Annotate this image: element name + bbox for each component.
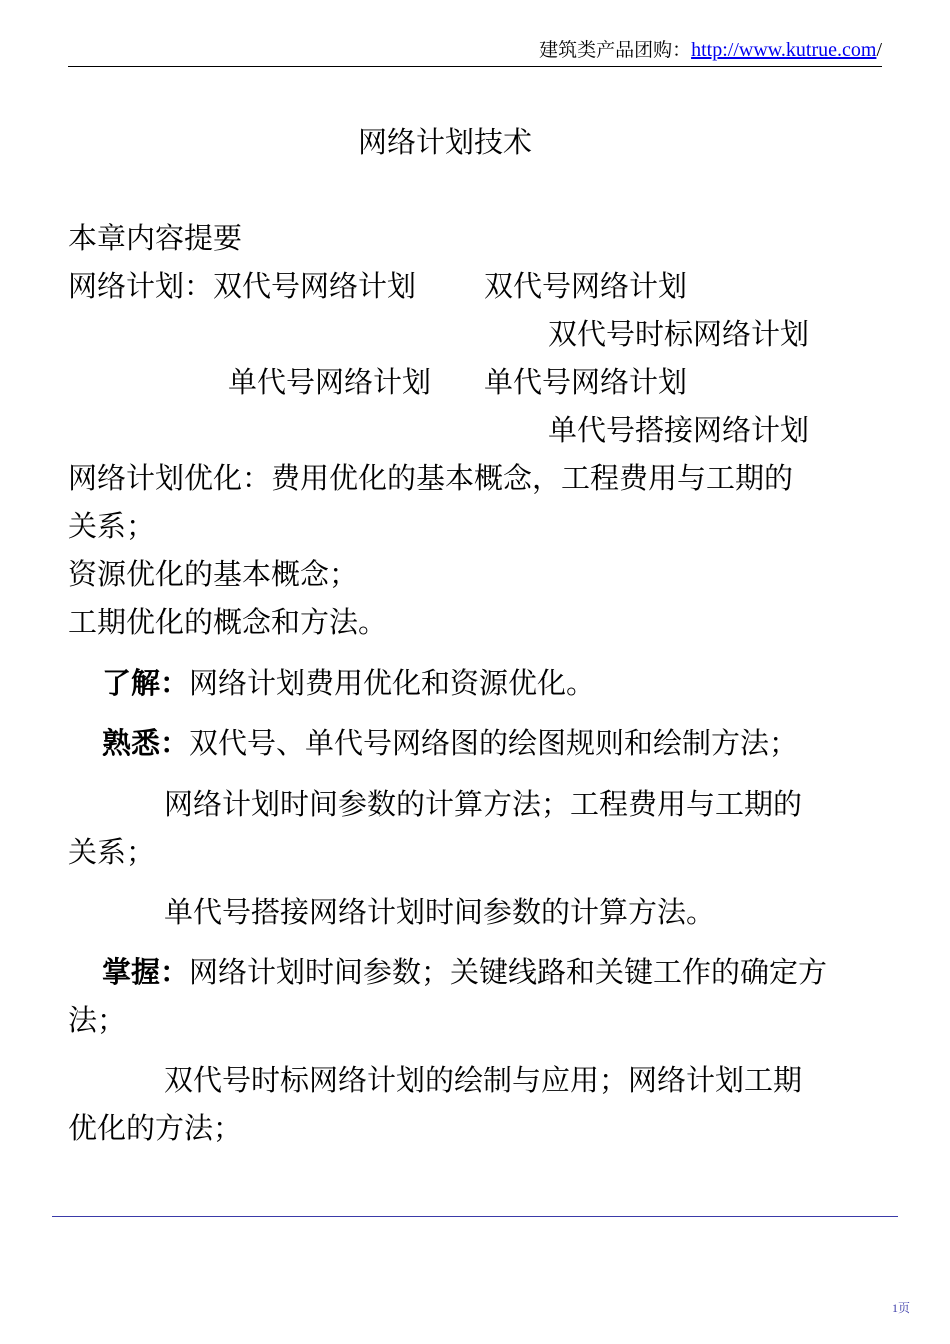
familiar-line-2b: 关系； xyxy=(68,835,156,869)
outline-line-3-right: 单代号网络计划 xyxy=(484,365,688,399)
familiar-line-3: 单代号搭接网络计划时间参数的计算方法。 xyxy=(164,895,716,929)
outline-line-4: 单代号搭接网络计划 xyxy=(548,413,810,447)
understand-label: 了解： xyxy=(102,666,190,700)
master-paragraph xyxy=(102,952,827,992)
outline-line-1-right: 双代号网络计划 xyxy=(484,269,688,303)
page-title: 网络计划技术 xyxy=(357,125,532,159)
outline-heading: 本章内容提要 xyxy=(68,221,243,255)
outline-line-2: 双代号时标网络计划 xyxy=(548,317,810,351)
familiar-paragraph xyxy=(102,723,798,763)
header-suffix: / xyxy=(876,39,882,61)
optimization-line-2: 资源优化的基本概念； xyxy=(68,557,359,591)
outline-line-1-left: 网络计划：双代号网络计划 xyxy=(68,269,417,303)
master-line-2a: 双代号时标网络计划的绘制与应用；网络计划工期 xyxy=(164,1063,803,1097)
understand-paragraph xyxy=(102,663,595,703)
outline-line-3-left: 单代号网络计划 xyxy=(228,365,432,399)
familiar-line-2a: 网络计划时间参数的计算方法；工程费用与工期的 xyxy=(164,787,803,821)
master-label: 掌握： xyxy=(102,955,190,989)
header-prefix: 建筑类产品团购： xyxy=(539,39,692,61)
master-line-1b: 法； xyxy=(68,1003,127,1037)
understand-text: 网络计划费用优化和资源优化。 xyxy=(189,666,596,700)
optimization-line-3: 工期优化的概念和方法。 xyxy=(68,605,388,639)
page-header xyxy=(68,36,882,67)
optimization-line-1b: 关系； xyxy=(68,509,156,543)
familiar-label: 熟悉： xyxy=(102,726,190,760)
header-link[interactable]: http://www.kutrue.com xyxy=(691,39,877,61)
page-number: 1页 xyxy=(891,1301,910,1315)
master-text: 网络计划时间参数；关键线路和关键工作的确定方 xyxy=(189,955,828,989)
familiar-text: 双代号、单代号网络图的绘图规则和绘制方法； xyxy=(189,726,799,760)
master-line-2b: 优化的方法； xyxy=(68,1111,243,1145)
footer-divider xyxy=(52,1216,898,1217)
optimization-line-1a: 网络计划优化：费用优化的基本概念，工程费用与工期的 xyxy=(68,461,794,495)
